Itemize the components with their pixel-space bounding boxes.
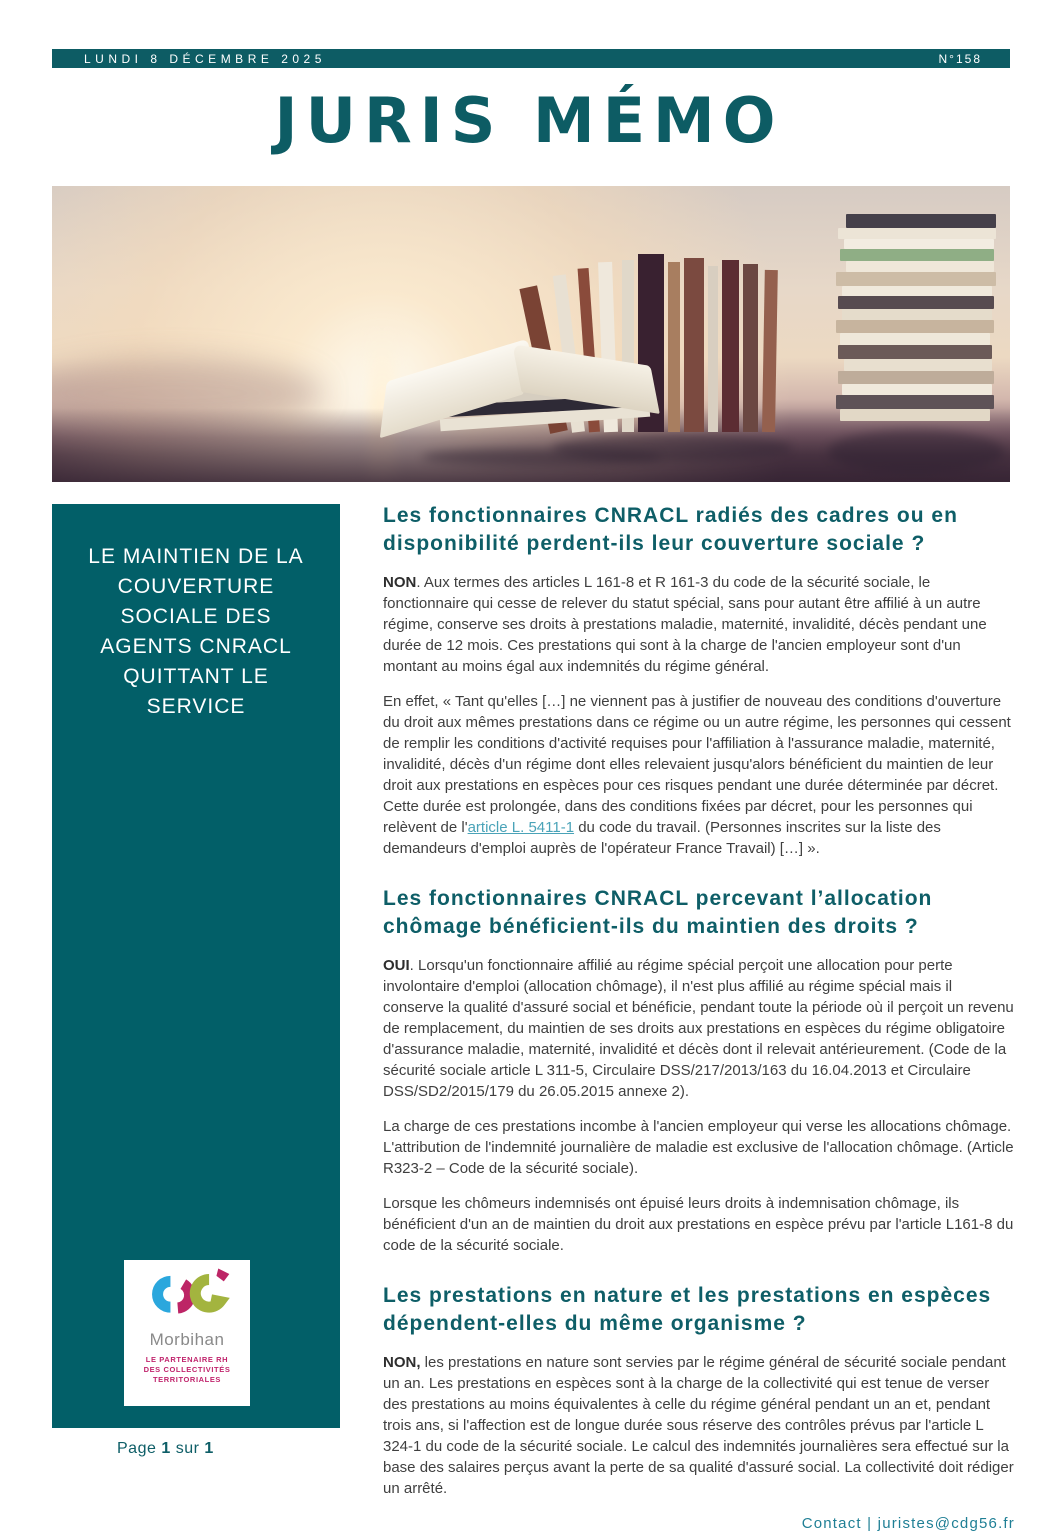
contact-line	[383, 1515, 1015, 1532]
cdg-morbihan-logo	[124, 1260, 250, 1406]
stacked-books-graphic	[830, 214, 1002, 421]
page-number: Page 1 sur 1	[117, 1440, 214, 1457]
contact-email-link[interactable]: juristes@cdg56.fr	[877, 1515, 1015, 1532]
section-heading-1: Les fonctionnaires CNRACL radiés des cadres ou en disponibilité perdent-ils leur couverture sociale ?	[383, 504, 958, 555]
issue-bar	[52, 49, 1010, 68]
section-heading-3: Les prestations en nature et les prestations en espèces dépendent-elles du même organisme ?	[383, 1284, 992, 1335]
topic-title: LE MAINTIEN DE LA COUVERTURE SOCIALE DES AGENTS CNRACL QUITTANT LE SERVICE	[88, 545, 304, 718]
logo-region-label: Morbihan	[149, 1330, 225, 1349]
reflection-graphic	[828, 430, 1004, 474]
contact-separator: |	[867, 1515, 873, 1532]
article-l5411-link[interactable]: article L. 5411-1	[467, 819, 575, 836]
issue-number: N°158	[938, 51, 982, 66]
paragraph: En effet, « Tant qu'elles […] ne viennent pas à justifier de nouveau des conditions d'ouverture du droit aux mêmes prestations dans ce régime ou un autre régime, les personnes qui cessent de remplir les conditions d'activité requises pour l'affiliation à l'assurance maladie, maternité, invalidité, décès d'un régime dont elles relevaient jusqu'alors bénéficient du maintien de leur droit aux prestations en espèces pour ces risques pendant une durée déterminée par décret. Cette durée est prolongée, dans des conditions fixées par décret, pour les personnes qui relèvent de l'article L. 5411-1 du code du travail. (Personnes inscrites sur la liste des demandeurs d'emploi auprès de l'opérateur France Travail) […] ».	[383, 693, 1011, 857]
paragraph: Lorsque les chômeurs indemnisés ont épuisé leurs droits à indemnisation chômage, ils bénéficient d'un an de maintien du droit aux prestations en espèce prévu par l'article L161-8 du code de la sécurité sociale.	[383, 1195, 1014, 1254]
paragraph: NON, les prestations en nature sont servies par le régime général de sécurité sociale pendant un an. Les prestations en espèces sont à la charge de la collectivité qui est tenue de verser des prestations au moins équivalentes à celle du régime général pendant un an et, pendant trois ans, si l'affection est de longue durée sous réserve des contrôles prévus par l'article L 324-1 du code de la sécurité sociale. Le calcul des indemnités journalières sera effectué sur la base des salaires perçus avant la perte de sa qualité d'assuré social. La collectivité doit rédiger un arrêté.	[383, 1354, 1014, 1497]
issue-date: LUNDI 8 DÉCEMBRE 2025	[84, 51, 326, 66]
paragraph: NON. Aux termes des articles L 161-8 et R 161-3 du code de la sécurité sociale, le fonctionnaire qui cesse de relever du statut spécial, sans pour autant être affilié à un autre régime, conserve ses droits à prestations maladie, maternité, invalidité, décès pendant une durée de 12 mois. Ces prestations qui sont à la charge de l'ancien employeur sont d'un montant au moins égal aux indemnités du régime général.	[383, 574, 987, 675]
newsletter-title: JURIS MÉMO	[274, 84, 784, 157]
article-body	[383, 502, 1015, 1532]
topic-sidebar	[52, 504, 340, 1428]
paragraph: La charge de ces prestations incombe à l'ancien employeur qui verse les allocations chômage. L'attribution de l'indemnité journalière de maladie est exclusive de l'allocation chômage. (Article R323-2 – Code de la sécurité sociale).	[383, 1118, 1014, 1177]
hero-books-photo	[52, 186, 1010, 482]
cdg-logo-mark	[141, 1266, 233, 1328]
paragraph: OUI. Lorsqu'un fonctionnaire affilié au régime spécial perçoit une allocation pour perte involontaire d'emploi (allocation chômage), il n'est plus affilié au régime spécial mais il conserve la qualité d'assuré social et bénéficie, pendant toute la période où il perçoit un revenu de remplacement, du maintien de ses droits aux prestations en espèces du régime obligatoire d'assurance maladie, maternité, invalidité et décès dont il relevait antérieurement. (Code de la sécurité sociale article L 311-5, Circulaire DSS/217/2013/163 du 16.04.2013 et Circulaire DSS/SD2/2015/179 du 26.05.2015 annexe 2).	[383, 957, 1014, 1100]
logo-tagline: LE PARTENAIRE RH DES COLLECTIVITÉS TERRITORIALES	[143, 1355, 231, 1384]
open-book-graphic	[388, 374, 698, 454]
contact-label: Contact	[801, 1515, 862, 1532]
section-heading-2: Les fonctionnaires CNRACL percevant l’allocation chômage bénéficient-ils du maintien des droits ?	[383, 887, 933, 938]
